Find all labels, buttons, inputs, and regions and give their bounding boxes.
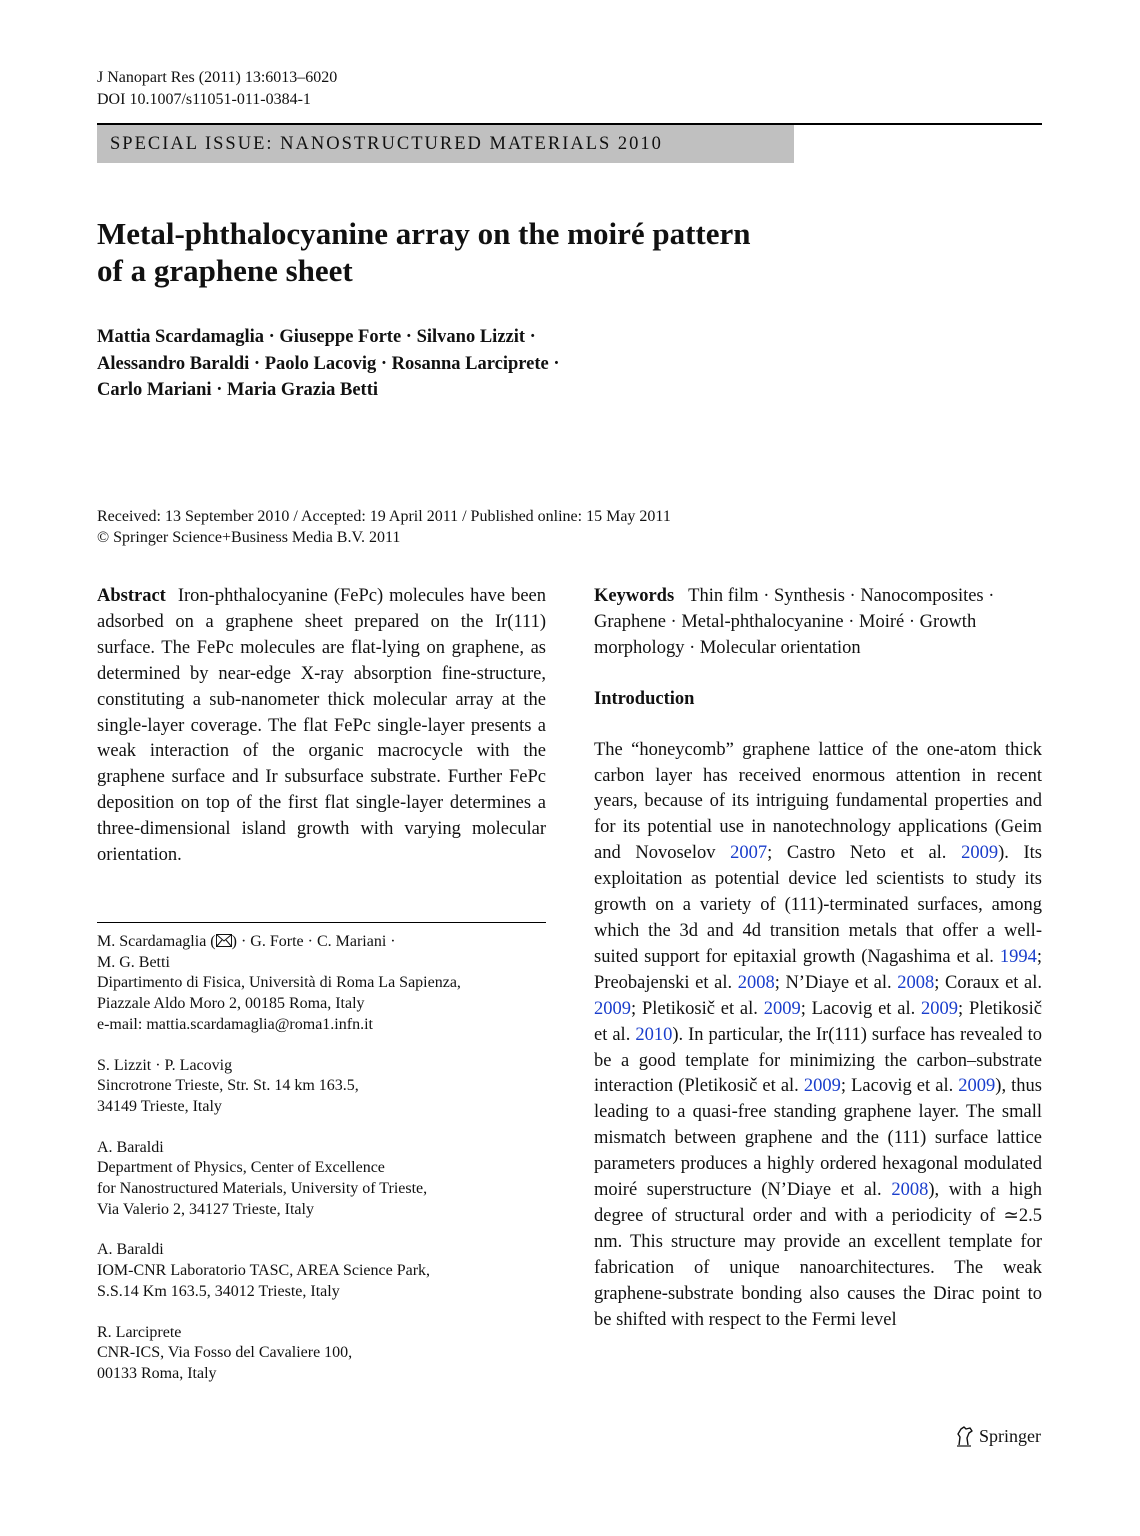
abstract-label: Abstract	[97, 586, 166, 606]
affiliation-2-line-2: Sincrotrone Trieste, Str. St. 14 km 163.5,	[97, 1077, 359, 1095]
affiliation-3-line-1: A. Baraldi	[97, 1138, 164, 1156]
affiliation-1-author-text-2: ) · G. Forte · C. Mariani ·	[231, 933, 396, 950]
affiliation-3-line-3: for Nanostructured Materials, University of Trieste,	[97, 1180, 428, 1198]
envelope-icon	[216, 934, 232, 947]
authors-line-2: Alessandro Baraldi · Paolo Lacovig · Rosanna Larciprete ·	[97, 353, 560, 374]
doi: DOI 10.1007/s11051-011-0384-1	[97, 91, 311, 108]
right-column	[594, 584, 1042, 1333]
citation-link[interactable]: 2008	[737, 972, 775, 993]
affiliation-5-line-1: R. Larciprete	[97, 1323, 182, 1341]
citation-link[interactable]: 2010	[635, 1024, 673, 1045]
affiliation-5-line-3: 00133 Roma, Italy	[97, 1364, 217, 1382]
affiliation-3-line-4: Via Valerio 2, 34127 Trieste, Italy	[97, 1200, 314, 1218]
abstract	[97, 584, 546, 869]
introduction-text	[594, 738, 1042, 1334]
keywords	[594, 584, 1042, 662]
journal-citation: J Nanopart Res (2011) 13:6013–6020	[97, 69, 338, 86]
authors-line-1: Mattia Scardamaglia · Giuseppe Forte · Silvano Lizzit ·	[97, 327, 536, 347]
affiliation-2-line-1: S. Lizzit · P. Lacovig	[97, 1056, 233, 1074]
affiliation-4	[97, 1240, 546, 1302]
title-line-1: Metal-phthalocyanine array on the moiré pattern	[97, 216, 751, 251]
keywords-label: Keywords	[594, 586, 675, 606]
affiliation-1-line-4: Piazzale Aldo Moro 2, 00185 Roma, Italy	[97, 995, 365, 1013]
citation-link[interactable]: 2009	[958, 1076, 996, 1097]
intro-text: ; Pletikosič et al.	[631, 998, 764, 1019]
special-issue-banner: SPECIAL ISSUE: NANOSTRUCTURED MATERIALS 2010	[97, 125, 794, 163]
affiliation-4-line-1: A. Baraldi	[97, 1241, 164, 1259]
affiliation-2	[97, 1056, 546, 1118]
springer-logo	[955, 1424, 1041, 1448]
affiliation-2-line-3: 34149 Trieste, Italy	[97, 1097, 222, 1115]
citation-link[interactable]: 2009	[594, 998, 631, 1019]
affiliation-4-line-2: IOM-CNR Laboratorio TASC, AREA Science Park,	[97, 1262, 431, 1280]
publication-dates	[97, 506, 897, 548]
affiliation-1-line-2: M. G. Betti	[97, 953, 170, 971]
affiliation-4-line-3: S.S.14 Km 163.5, 34012 Trieste, Italy	[97, 1282, 340, 1300]
intro-text: ), with a high degree of structural order and with a periodicity of ≃2.5 nm. This structure may provide an excellent template for fabrication of unique nanoarchitectures. The weak graphene-substrate bonding also causes the Dirac point to be shifted with respect to the Fermi level	[594, 1180, 1042, 1330]
intro-text: ; Lacovig et al.	[800, 998, 922, 1019]
paper-title	[97, 215, 897, 289]
publisher-name: Springer	[979, 1426, 1041, 1446]
copyright-line: © Springer Science+Business Media B.V. 2011	[97, 529, 401, 546]
affiliation-1	[97, 932, 546, 1036]
authors-line-3: Carlo Mariani · Maria Grazia Betti	[97, 380, 379, 400]
citation-link[interactable]: 2007	[730, 843, 768, 864]
intro-text: ; Preobajenski et al.	[594, 946, 1042, 993]
introduction-heading: Introduction	[594, 688, 695, 709]
intro-text: ; N’Diaye et al.	[774, 972, 898, 993]
citation-link[interactable]: 2008	[891, 1180, 929, 1201]
intro-text: ; Castro Neto et al.	[767, 843, 962, 864]
affiliations	[97, 932, 546, 1405]
citation-link[interactable]: 1994	[999, 946, 1037, 967]
intro-text: The “honeycomb” graphene lattice of the one-atom thick carbon layer has received enormous attention in recent years, because of its intriguing fundamental properties and for its potential use in nanotechnology applications (Geim and Novoselov	[594, 739, 1042, 864]
affiliation-5	[97, 1323, 546, 1385]
author-list	[97, 324, 797, 404]
citation-link[interactable]: 2008	[897, 972, 935, 993]
affiliation-1-email[interactable]: e-mail: mattia.scardamaglia@roma1.infn.it	[97, 1015, 373, 1033]
intro-text: ). In particular, the Ir(111) surface has revealed to be a good template for minimizing the carbon–substrate interaction (Pletikosič et al.	[594, 1024, 1042, 1097]
citation-link[interactable]: 2009	[921, 998, 959, 1019]
affiliation-3	[97, 1138, 546, 1221]
title-line-2: of a graphene sheet	[97, 253, 353, 288]
affiliation-1-authors	[97, 932, 546, 953]
affiliation-separator	[97, 922, 546, 923]
springer-horse-icon	[955, 1425, 975, 1447]
citation-link[interactable]: 2009	[961, 843, 999, 864]
intro-text: ; Pletikosič et al.	[594, 998, 1042, 1045]
intro-text: ), thus leading to a quasi-free standing graphene layer. The small mismatch between graphene and the (111) surface lattice parameters produces a highly ordered hexagonal modulated moiré superstructure (N’Diaye et al.	[594, 1076, 1043, 1201]
abstract-text: Iron-phthalocyanine (FePc) molecules have been adsorbed on a graphene sheet prepared on the Ir(111) surface. The FePc molecules are flat-lying on graphene, as determined by near-edge X-ray absorption fine-structure, constituting a sub-nanometer thick molecular array at the single-layer coverage. The flat FePc single-layer presents a weak interaction of the organic macrocycle with the graphene surface and Ir subsurface substrate. Further FePc deposition on top of the first flat single-layer determines a three-dimensional island growth with varying molecular orientation.	[97, 586, 546, 866]
affiliation-5-line-2: CNR-ICS, Via Fosso del Cavaliere 100,	[97, 1344, 353, 1362]
affiliation-1-author-text: M. Scardamaglia (	[97, 933, 216, 950]
intro-text: ; Lacovig et al.	[840, 1076, 959, 1097]
affiliation-3-line-2: Department of Physics, Center of Excellence	[97, 1159, 385, 1177]
citation-link[interactable]: 2009	[763, 998, 801, 1019]
intro-text: ; Coraux et al.	[934, 972, 1042, 993]
dates-line: Received: 13 September 2010 / Accepted: 19 April 2011 / Published online: 15 May 2011	[97, 508, 671, 525]
citation-link[interactable]: 2009	[803, 1076, 841, 1097]
affiliation-1-line-3: Dipartimento di Fisica, Università di Roma La Sapienza,	[97, 974, 461, 992]
keywords-text: Thin film · Synthesis · Nanocomposites · Graphene · Metal-phthalocyanine · Moiré · Growth morphology · Molecular orientation	[594, 586, 995, 658]
intro-text: ). Its exploitation as potential device led scientists to study its growth on a variety of (111)-terminated surfaces, among which the 3d and 4d transition metals that offer a well-suited support for epitaxial growth (Nagashima et al.	[594, 843, 1043, 967]
